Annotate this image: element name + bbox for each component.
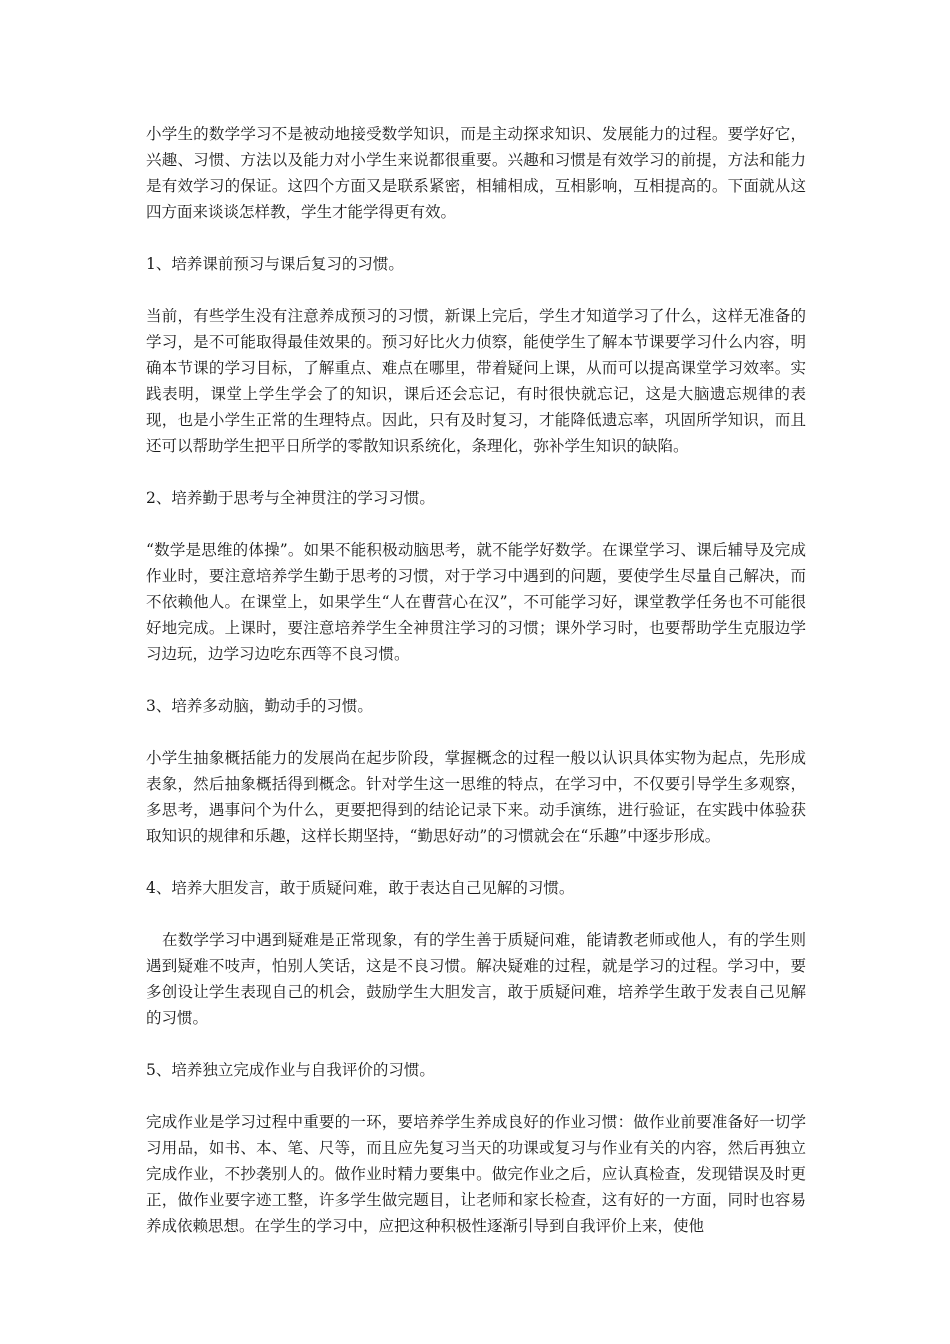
- section-2-heading: 2、培养勤于思考与全神贯注的学习习惯。: [146, 489, 435, 507]
- section-2-body: “数学是思维的体操”。如果不能积极动脑思考，就不能学好数学。在课堂学习、课后辅导及完成作业时，要注意培养学生勤于思考的习惯，对于学习中遇到的问题，要使学生尽量自己解决，而不依赖他人。在课堂上，如果学生“人在曹营心在汉”，不可能学习好，课堂教学任务也不可能很好地完成。上课时，要注意培养学生全神贯注学习的习惯；课外学习时，也要帮助学生克服边学习边玩，边学习边吃东西等不良习惯。: [146, 541, 806, 663]
- section-5-body: 完成作业是学习过程中重要的一环，要培养学生养成良好的作业习惯：做作业前要准备好一切学习用品，如书、本、笔、尺等，而且应先复习当天的功课或复习与作业有关的内容，然后再独立完成作业，不抄袭别人的。做作业时精力要集中。做完作业之后，应认真检查，发现错误及时更正，做作业要字迹工整，许多学生做完题目，让老师和家长检查，这有好的一方面，同时也容易养成依赖思想。在学生的学习中，应把这种积极性逐渐引导到自我评价上来，使他: [146, 1113, 806, 1235]
- section-4-body: 在数学学习中遇到疑难是正常现象，有的学生善于质疑问难，能请教老师或他人，有的学生则遇到疑难不吱声，怕别人笑话，这是不良习惯。解决疑难的过程，就是学习的过程。学习中，要多创设让学生表现自己的机会，鼓励学生大胆发言，敢于质疑问难，培养学生敢于发表自己见解的习惯。: [146, 931, 806, 1027]
- intro-paragraph: 小学生的数学学习不是被动地接受数学知识，而是主动探求知识、发展能力的过程。要学好它，兴趣、习惯、方法以及能力对小学生来说都很重要。兴趣和习惯是有效学习的前提，方法和能力是有效学习的保证。这四个方面又是联系紧密，相辅相成，互相影响，互相提高的。下面就从这四方面来谈谈怎样教，学生才能学得更有效。: [146, 125, 806, 221]
- section-1-body: 当前，有些学生没有注意养成预习的习惯，新课上完后，学生才知道学习了什么，这样无准备的学习，是不可能取得最佳效果的。预习好比火力侦察，能使学生了解本节课要学习什么内容，明确本节课的学习目标，了解重点、难点在哪里，带着疑问上课，从而可以提高课堂学习效率。实践表明，课堂上学生学会了的知识，课后还会忘记，有时很快就忘记，这是大脑遗忘规律的表现，也是小学生正常的生理特点。因此，只有及时复习，才能降低遗忘率，巩固所学知识，而且还可以帮助学生把平日所学的零散知识系统化，条理化，弥补学生知识的缺陷。: [146, 307, 806, 455]
- section-1-heading: 1、培养课前预习与课后复习的习惯。: [146, 255, 404, 273]
- section-3-body: 小学生抽象概括能力的发展尚在起步阶段，掌握概念的过程一般以认识具体实物为起点，先形成表象，然后抽象概括得到概念。针对学生这一思维的特点，在学习中，不仅要引导学生多观察，多思考，遇事问个为什么，更要把得到的结论记录下来。动手演练，进行验证，在实践中体验获取知识的规律和乐趣，这样长期坚持，“勤思好动”的习惯就会在“乐趣”中逐步形成。: [146, 749, 806, 845]
- document-page: [146, 121, 806, 1265]
- section-5-heading: 5、培养独立完成作业与自我评价的习惯。: [146, 1061, 435, 1079]
- section-4-heading: 4、培养大胆发言，敢于质疑问难，敢于表达自己见解的习惯。: [146, 879, 575, 897]
- section-3-heading: 3、培养多动脑，勤动手的习惯。: [146, 697, 373, 715]
